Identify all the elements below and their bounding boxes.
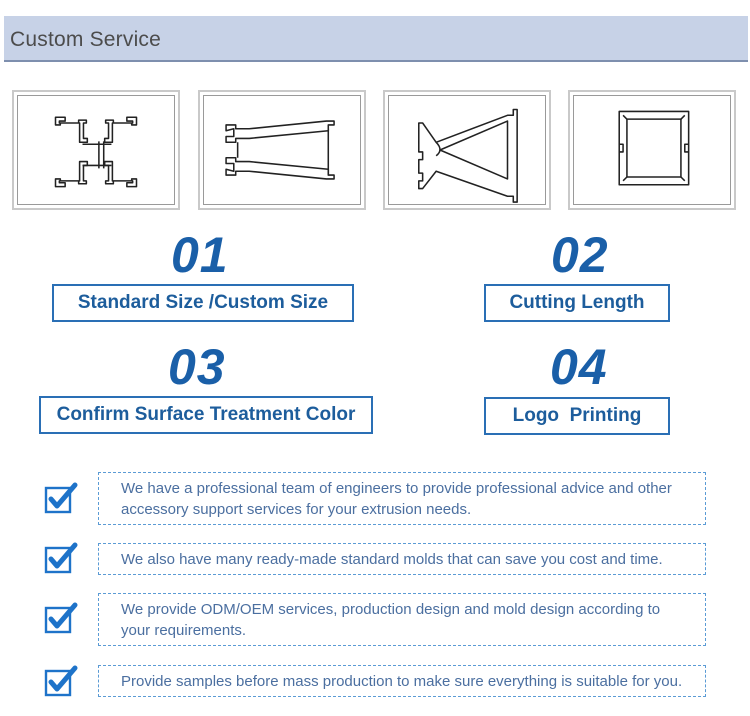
profile-image-triangular (383, 90, 551, 210)
profile-image-square (568, 90, 736, 210)
service-item-engineers (98, 472, 706, 525)
section-title: Custom Service (10, 28, 162, 51)
service-item-odm-oem (98, 593, 706, 646)
profile-image-tapered (198, 90, 366, 210)
option-number-01: 01 (171, 227, 229, 283)
checkbox-checked-icon (44, 482, 78, 514)
checkbox-checked-icon (44, 665, 78, 697)
option-label-cutting-length: Cutting Length (484, 284, 670, 322)
tapered-profile-drawing (204, 96, 360, 204)
service-item-molds (98, 543, 706, 575)
option-number-04: 04 (550, 339, 608, 395)
triangular-profile-drawing (389, 96, 545, 204)
option-number-03: 03 (168, 339, 226, 395)
service-text: We also have many ready-made standard molds that can save you cost and time. (121, 551, 663, 568)
checkbox-checked-icon (44, 602, 78, 634)
square-profile-drawing (574, 96, 730, 204)
service-text: We have a professional team of engineers to provide professional advice and other accessory support services for your extrusion needs. (121, 480, 672, 518)
profile-image-h (12, 90, 180, 210)
service-text: We provide ODM/OEM services, production design and mold design according to your requirements. (121, 601, 661, 639)
service-item-samples (98, 665, 706, 697)
option-label-surface-treatment: Confirm Surface Treatment Color (39, 396, 373, 434)
checkbox-checked-icon (44, 542, 78, 574)
h-profile-drawing (18, 96, 174, 204)
section-header (4, 16, 748, 62)
option-number-02: 02 (551, 227, 609, 283)
service-text: Provide samples before mass production to make sure everything is suitable for you. (121, 673, 683, 690)
option-label-standard-size: Standard Size /Custom Size (52, 284, 354, 322)
option-label-logo-printing: Logo Printing (484, 397, 670, 435)
